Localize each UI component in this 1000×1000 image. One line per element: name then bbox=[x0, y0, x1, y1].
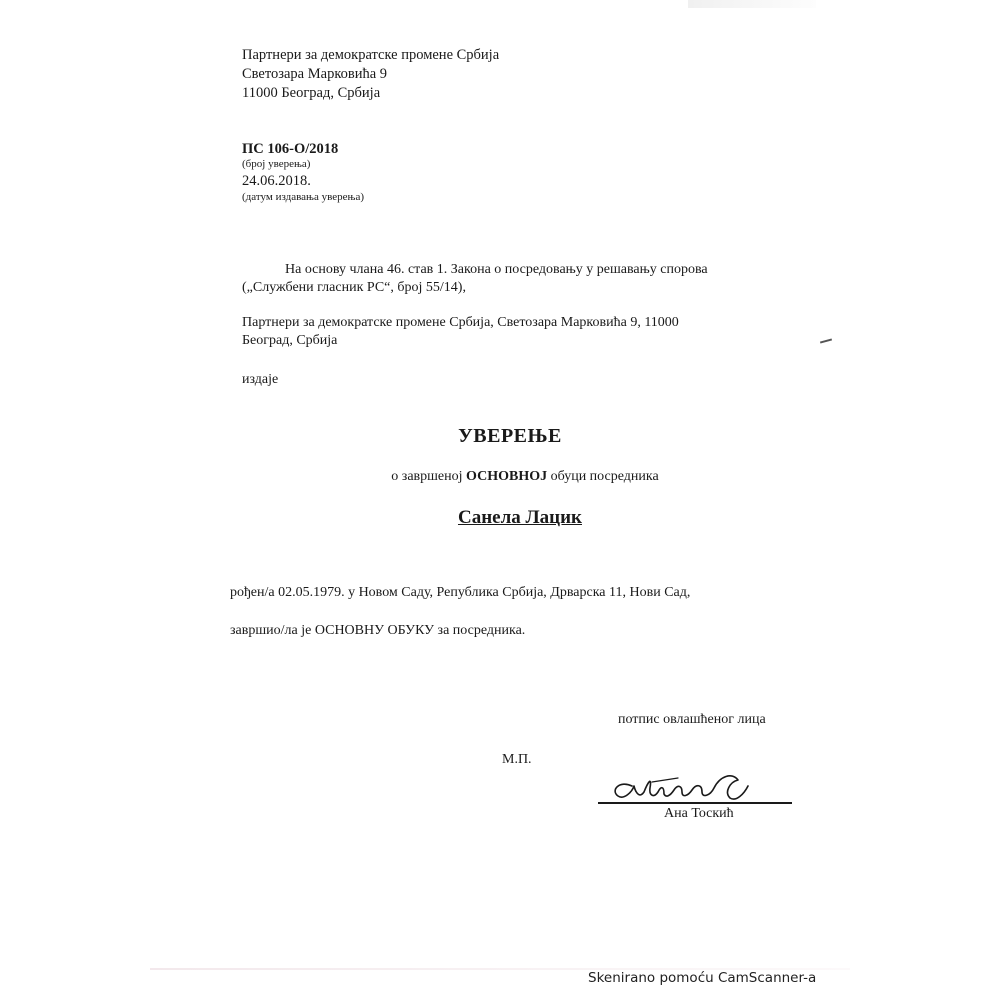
certificate-number: ПС 106-О/2018 bbox=[242, 141, 339, 157]
stamp-placeholder: М.П. bbox=[502, 752, 532, 767]
document-title: УВЕРЕЊЕ bbox=[458, 425, 562, 447]
issue-date-caption: (датум издавања уверења) bbox=[242, 191, 365, 203]
signatory-name: Ана Тоскић bbox=[664, 806, 734, 821]
header-street: Светозара Марковића 9 bbox=[242, 66, 388, 82]
header-city: 11000 Београд, Србија bbox=[242, 85, 381, 101]
header-org-name: Партнери за демократске промене Србија bbox=[242, 47, 500, 63]
signature-line bbox=[598, 802, 792, 804]
document-subtitle bbox=[0, 469, 1000, 485]
recipient-name: Санела Лацик bbox=[457, 507, 582, 528]
signature-caption: потпис овлашћеног лица bbox=[618, 712, 766, 727]
certificate-number-caption: (број уверења) bbox=[242, 158, 311, 170]
scan-artifact bbox=[688, 0, 816, 8]
subtitle-emphasis: ОСНОВНОЈ bbox=[466, 469, 548, 484]
completion-statement: завршио/ла је ОСНОВНУ ОБУКУ за посредника. bbox=[230, 623, 526, 638]
issue-date: 24.06.2018. bbox=[242, 173, 311, 189]
legal-basis-line-1: На основу члана 46. став 1. Закона о посредовању у решавању спорова bbox=[285, 262, 708, 277]
issues-word: издаје bbox=[242, 372, 279, 387]
birth-details: рођен/а 02.05.1979. у Новом Саду, Република Србија, Дрварска 11, Нови Сад, bbox=[230, 585, 691, 600]
legal-basis-line-2: („Службени гласник РС“, број 55/14), bbox=[242, 280, 466, 295]
subtitle-suffix: обуци посредника bbox=[547, 469, 659, 484]
issuer-line-1: Партнери за демократске промене Србија, Светозара Марковића 9, 11000 bbox=[242, 315, 679, 330]
subtitle-prefix: о завршеној bbox=[391, 469, 467, 484]
issuer-line-2: Београд, Србија bbox=[242, 333, 338, 348]
scanner-watermark: Skenirano pomoću CamScanner-a bbox=[588, 970, 817, 986]
